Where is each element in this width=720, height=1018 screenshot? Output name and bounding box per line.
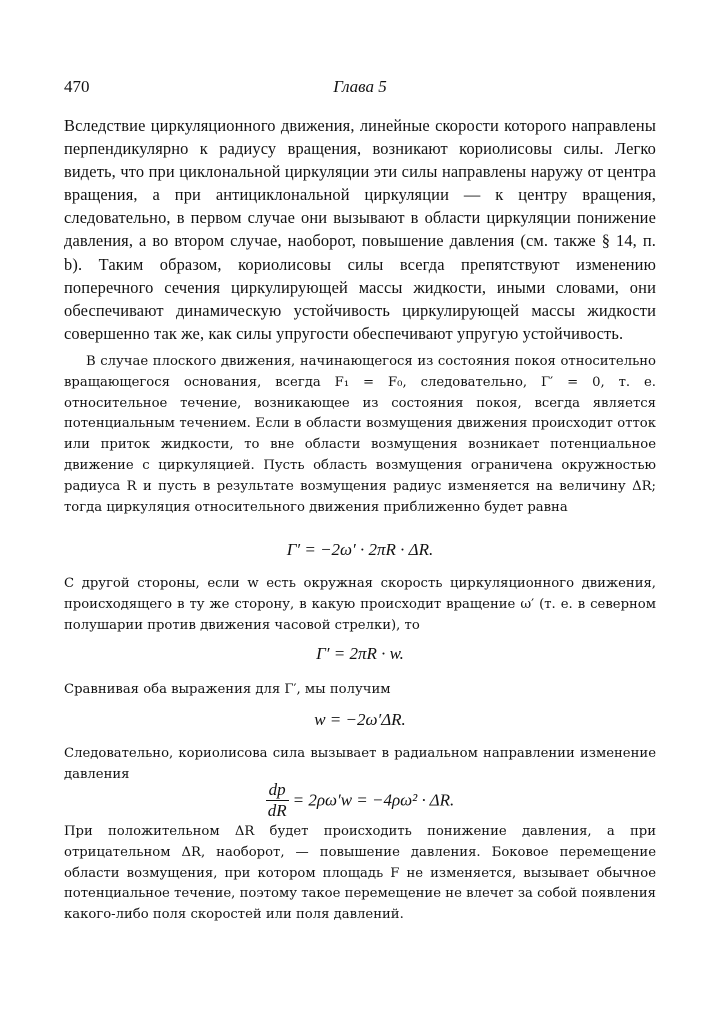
page-number: 470 <box>64 77 90 96</box>
equation-right-side: = 2ρω′w = −4ρω² · ΔR. <box>292 790 455 810</box>
paragraph-plane-motion <box>64 352 656 518</box>
equation-pressure-gradient <box>64 780 656 821</box>
paragraph-lateral-displacement <box>64 822 656 926</box>
paragraph-text: Следовательно, кориолисова сила вызывает в радиальном направлении изменение давления <box>64 746 656 782</box>
paragraph-text: Вследствие циркуляционного движения, линейные скорости которого направлены перпендикулярно к радиусу вращения, возникают кориолисовы силы. Легко видеть, что при циклональной циркуляции эти силы направлены наружу от центра вращения, а при антициклональной циркуляции — к центру вращения, следовательно, в первом случае они вызывают в области циркуляции понижение давления, а во втором случае, наоборот, повышение давления (см. также § 14, п. b). Таким образом, кориолисовы силы всегда препятствуют изменению поперечного сечения циркулирующей массы жидкости, иными словами, они обеспечивают динамическую устойчивость циркулирующей массы жидкости совершенно так же, как силы упругости обеспечивают упругую устойчивость. <box>64 116 656 343</box>
fraction-numerator: dp <box>266 780 289 801</box>
paragraph-text: В случае плоского движения, начинающегося из состояния покоя относительно вращающегося основания, всегда F₁ = F₀, следовательно, Γ′ = 0, т. е. относительное течение, возникающее из состояния покоя, всегда является потенциальным течением. Если в области возмущения движения происходит отток или приток жидкости, то вне области возмущения возникает потенциальное движение с циркуляцией. Пусть область возмущения ограничена окружностью радиуса R и пусть в результате возмущения радиус изменяется на величину ΔR; тогда циркуляция относительного движения приближенно будет равна <box>64 354 656 515</box>
equation-circulation: Γ′ = −2ω′ · 2πR · ΔR. <box>286 540 434 559</box>
equation-circulation-velocity: Γ′ = 2πR · w. <box>316 644 404 663</box>
paragraph-text: С другой стороны, если w есть окружная скорость циркуляционного движения, происходящего в ту же сторону, в какую происходит вращение ω′ (т. е. в северном полушарии против движения часовой стрелки), то <box>64 576 656 633</box>
equation-velocity-result: w = −2ω′ΔR. <box>314 710 406 729</box>
paragraph-text: Сравнивая оба выражения для Γ′, мы получим <box>64 682 391 697</box>
paragraph-comparison <box>64 680 656 701</box>
fraction-denominator: dR <box>267 801 287 820</box>
running-head <box>64 77 656 101</box>
paragraph-circumferential-velocity <box>64 574 656 636</box>
paragraph-text: При положительном ΔR будет происходить понижение давления, а при отрицательном ΔR, наоборот, — повышение давления. Боковое перемещение области возмущения, при котором площадь F не изменяется, вызывает обычное потенциальное течение, поэтому такое перемещение не влечет за собой появления какого-либо поля скоростей или поля давлений. <box>64 824 656 923</box>
pressure-derivative-fraction <box>266 780 289 821</box>
chapter-title: Глава 5 <box>333 77 387 96</box>
paragraph-coriolis-stability <box>64 114 656 345</box>
